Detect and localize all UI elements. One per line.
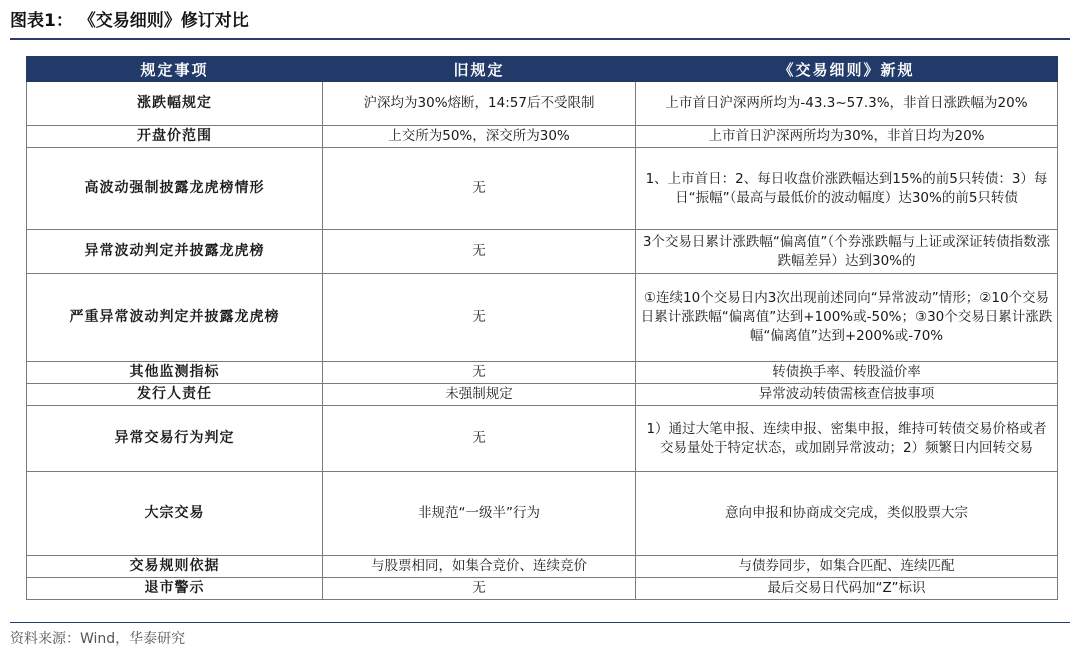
new-rule-cell: 与债券同步，如集合匹配、连续匹配: [636, 556, 1058, 578]
old-rule-cell: 无: [323, 148, 636, 230]
source-note: 资料来源：Wind，华泰研究: [10, 631, 186, 647]
item-cell: 异常波动判定并披露龙虎榜: [27, 230, 323, 274]
item-cell: 异常交易行为判定: [27, 406, 323, 472]
table-row: [27, 362, 1058, 384]
new-rule-cell: 上市首日沪深两所均为-43.3~57.3%，非首日涨跌幅为20%: [636, 82, 1058, 126]
item-cell: 交易规则依据: [27, 556, 323, 578]
old-rule-cell: 无: [323, 362, 636, 384]
old-rule-cell: 无: [323, 578, 636, 600]
old-rule-cell: 无: [323, 230, 636, 274]
item-cell: 涨跌幅规定: [27, 82, 323, 126]
item-cell: 大宗交易: [27, 472, 323, 556]
table-row: [27, 274, 1058, 362]
table-row: [27, 82, 1058, 126]
comparison-table: [26, 56, 1058, 600]
old-rule-cell: 未强制规定: [323, 384, 636, 406]
source-divider: [10, 622, 1070, 623]
table-row: [27, 472, 1058, 556]
header-new-rule: 《交易细则》新规: [636, 57, 1058, 82]
item-cell: 退市警示: [27, 578, 323, 600]
table-row: [27, 230, 1058, 274]
old-rule-cell: 无: [323, 274, 636, 362]
table-row: [27, 556, 1058, 578]
header-old-rule: 旧规定: [323, 57, 636, 82]
item-cell: 发行人责任: [27, 384, 323, 406]
new-rule-cell: 转债换手率、转股溢价率: [636, 362, 1058, 384]
item-cell: 严重异常波动判定并披露龙虎榜: [27, 274, 323, 362]
figure-title: 图表1： 《交易细则》修订对比: [10, 11, 249, 31]
old-rule-cell: 沪深均为30%熔断，14:57后不受限制: [323, 82, 636, 126]
table-row: [27, 126, 1058, 148]
table-row: [27, 578, 1058, 600]
table-row: [27, 384, 1058, 406]
new-rule-cell: 异常波动转债需核查信披事项: [636, 384, 1058, 406]
table-header-row: [27, 57, 1058, 82]
header-item: 规定事项: [27, 57, 323, 82]
new-rule-cell: 上市首日沪深两所均为30%，非首日均为20%: [636, 126, 1058, 148]
old-rule-cell: 无: [323, 406, 636, 472]
new-rule-cell: 1、上市首日：2、每日收盘价涨跌幅达到15%的前5只转债：3）每日“振幅”（最高与最低价的波动幅度）达30%的前5只转债: [636, 148, 1058, 230]
new-rule-cell: ①连续10个交易日内3次出现前述同向“异常波动”情形；②10个交易日累计涨跌幅“偏离值”达到+100%或-50%；③30个交易日累计涨跌幅“偏离值”达到+200%或-70%: [636, 274, 1058, 362]
table-row: [27, 406, 1058, 472]
new-rule-cell: 最后交易日代码加“Z”标识: [636, 578, 1058, 600]
item-cell: 其他监测指标: [27, 362, 323, 384]
new-rule-cell: 意向申报和协商成交完成，类似股票大宗: [636, 472, 1058, 556]
item-cell: 高波动强制披露龙虎榜情形: [27, 148, 323, 230]
new-rule-cell: 3个交易日累计涨跌幅“偏离值”（个券涨跌幅与上证或深证转债指数涨跌幅差异）达到30%的: [636, 230, 1058, 274]
old-rule-cell: 非规范“一级半”行为: [323, 472, 636, 556]
title-divider: [10, 38, 1070, 40]
old-rule-cell: 上交所为50%，深交所为30%: [323, 126, 636, 148]
new-rule-cell: 1）通过大笔申报、连续申报、密集申报，维持可转债交易价格或者交易量处于特定状态，或加剧异常波动；2）频繁日内回转交易: [636, 406, 1058, 472]
old-rule-cell: 与股票相同，如集合竞价、连续竞价: [323, 556, 636, 578]
table-row: [27, 148, 1058, 230]
item-cell: 开盘价范围: [27, 126, 323, 148]
